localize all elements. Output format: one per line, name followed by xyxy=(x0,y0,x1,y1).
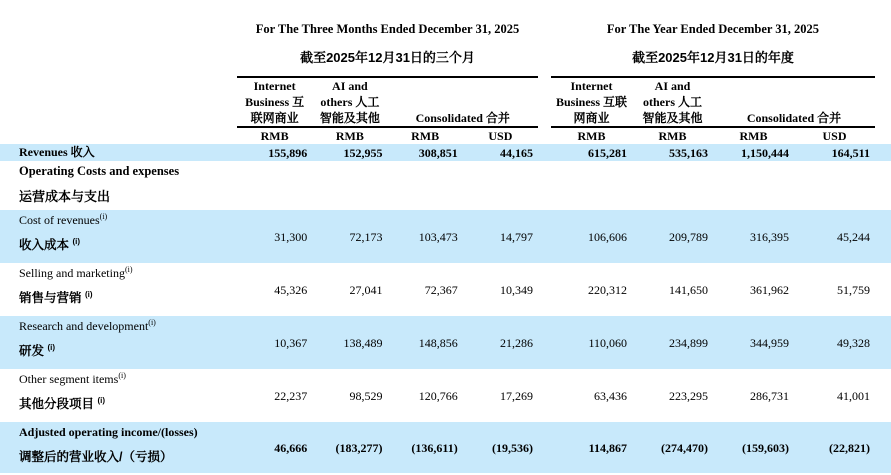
footnote-marker: (i) xyxy=(47,342,56,352)
footnote-marker: (i) xyxy=(97,395,106,405)
value-cell: 27,041 xyxy=(349,282,383,297)
value-cell: (159,603) xyxy=(742,440,789,455)
value-cell: 120,766 xyxy=(418,388,458,403)
col-header-line: others 人工 xyxy=(320,95,380,109)
value-cell: (274,470) xyxy=(661,440,708,455)
value-group-year xyxy=(551,369,875,422)
col-header-consolidated xyxy=(713,78,875,126)
value-cell: 14,797 xyxy=(500,229,533,244)
value-cell: 41,001 xyxy=(837,388,870,403)
value-cell: 138,489 xyxy=(343,335,383,350)
value-cell: 63,436 xyxy=(594,388,627,403)
value-cell: 103,473 xyxy=(418,229,458,244)
col-header-line: 智能及其他 xyxy=(319,111,380,125)
section-label-en: Operating Costs and expenses xyxy=(19,164,180,178)
value-group-year xyxy=(551,146,875,160)
currency-label: USD xyxy=(822,129,847,143)
table-row xyxy=(0,422,891,473)
row-label xyxy=(0,316,237,369)
value-cell: 223,295 xyxy=(669,388,708,403)
value-group-year xyxy=(551,316,875,369)
col-header-ai-and-others xyxy=(632,78,713,126)
row-label-en: Cost of revenues$^{(i)}$ xyxy=(19,212,108,227)
value-cell: 308,851 xyxy=(418,145,458,160)
value-group-three-months xyxy=(237,369,538,422)
currency-label: RMB xyxy=(658,129,687,143)
row-label-text: Revenues 收入 xyxy=(19,145,95,159)
col-header-line: Internet xyxy=(253,79,296,93)
footnote-marker: (i) xyxy=(85,289,93,299)
row-label-zh: 销售与营销 $^{(i)}$ xyxy=(19,289,93,305)
value-cell: (22,821) xyxy=(829,440,870,455)
group-gap xyxy=(538,210,551,263)
value-cell: 1,150,444 xyxy=(741,145,789,160)
col-header-line: Business 互联 xyxy=(555,95,628,109)
col-header-consolidated xyxy=(388,78,539,126)
value-cell: 72,173 xyxy=(349,229,383,244)
col-header-ai-and-others xyxy=(312,78,387,126)
currency-row xyxy=(0,128,891,144)
group-gap xyxy=(538,369,551,422)
col-header-line: Business 互 xyxy=(245,95,305,109)
value-cell: 21,286 xyxy=(500,335,533,350)
row-label-zh: 收入成本 $^{(i)}$ xyxy=(19,236,81,252)
value-cell: 152,955 xyxy=(343,145,383,160)
value-cell: 114,867 xyxy=(588,440,627,455)
spacer-label-column xyxy=(0,76,237,128)
value-group-three-months xyxy=(237,422,538,473)
group-gap xyxy=(538,161,551,210)
table-row xyxy=(0,316,891,369)
value-group-three-months xyxy=(237,146,538,160)
group-gap xyxy=(538,21,551,66)
value-cell: 51,759 xyxy=(837,282,870,297)
table-row xyxy=(0,210,891,263)
value-cell: 220,312 xyxy=(588,282,627,297)
row-label-en: Adjusted operating income/(losses) xyxy=(19,425,198,439)
value-cell: 141,650 xyxy=(669,282,708,297)
value-cell: 106,606 xyxy=(588,229,627,244)
col-header-line: Internet xyxy=(570,79,613,93)
table-row xyxy=(0,161,891,210)
value-cell: 110,060 xyxy=(588,335,627,350)
period-title-en: For The Three Months Ended December 31, 2025 xyxy=(255,22,520,36)
value-cell: 45,326 xyxy=(274,282,308,297)
value-cell: 31,300 xyxy=(274,229,308,244)
group-gap xyxy=(538,316,551,369)
col-header-line: Consolidated 合并 xyxy=(415,111,510,125)
row-label xyxy=(0,369,237,422)
period-group-three-months xyxy=(237,21,538,66)
value-group-year xyxy=(551,263,875,316)
currency-label: USD xyxy=(488,129,513,143)
value-cell: (19,536) xyxy=(492,440,533,455)
value-group-three-months xyxy=(237,210,538,263)
currency-label: RMB xyxy=(577,129,606,143)
value-cell: (183,277) xyxy=(335,440,383,455)
row-label xyxy=(0,161,237,210)
row-label-zh: 研发 $^{(i)}$ xyxy=(19,342,56,358)
value-group-year xyxy=(551,210,875,263)
row-label-en: Research and development$^{(i)}$ xyxy=(19,318,156,333)
column-headers-three-months xyxy=(237,76,538,128)
currency-labels-three-months xyxy=(237,128,538,144)
col-header-internet-business xyxy=(551,78,632,126)
value-group-three-months xyxy=(237,263,538,316)
value-cell: 164,511 xyxy=(831,145,870,160)
group-gap xyxy=(538,76,551,128)
value-cell: 72,367 xyxy=(424,282,458,297)
row-label-en: Selling and marketing$^{(i)}$ xyxy=(19,265,133,280)
value-cell: 209,789 xyxy=(669,229,708,244)
footnote-marker: (i) xyxy=(72,236,81,246)
col-header-line: 智能及其他 xyxy=(642,111,703,125)
value-cell: 46,666 xyxy=(274,440,308,455)
value-cell: 535,163 xyxy=(669,145,708,160)
col-header-line: Consolidated 合并 xyxy=(746,111,842,125)
value-group-three-months xyxy=(237,316,538,369)
value-cell: (136,611) xyxy=(411,440,458,455)
col-header-line: others 人工 xyxy=(643,95,702,109)
table-body xyxy=(0,144,891,473)
column-headers-year xyxy=(551,76,875,128)
value-cell: 22,237 xyxy=(274,388,308,403)
row-label xyxy=(0,263,237,316)
value-cell: 234,899 xyxy=(669,335,708,350)
group-gap xyxy=(538,422,551,473)
value-cell: 286,731 xyxy=(750,388,789,403)
row-label-zh: 调整后的营业收入/（亏损） xyxy=(19,450,173,464)
section-label-zh: 运营成本与支出 xyxy=(19,189,111,204)
period-title-zh: 截至2025年12月31日的三个月 xyxy=(300,50,475,65)
row-label xyxy=(0,422,237,473)
table-row xyxy=(0,144,891,161)
group-gap xyxy=(538,263,551,316)
currency-label: RMB xyxy=(739,129,768,143)
value-cell: 49,328 xyxy=(837,335,870,350)
period-title-zh: 截至2025年12月31日的年度 xyxy=(632,50,794,65)
column-headers xyxy=(0,76,891,128)
row-label xyxy=(0,210,237,263)
table-row xyxy=(0,263,891,316)
currency-labels-year xyxy=(551,128,875,144)
footnote-marker: (i) xyxy=(99,212,108,221)
col-header-internet-business xyxy=(237,78,312,126)
value-cell: 148,856 xyxy=(418,335,458,350)
currency-label: RMB xyxy=(260,129,289,143)
footnote-marker: (i) xyxy=(148,318,156,327)
row-label-en: Other segment items$^{(i)}$ xyxy=(19,371,126,386)
value-group-year xyxy=(551,161,875,210)
currency-label: RMB xyxy=(411,129,440,143)
col-header-line: 联网商业 xyxy=(250,111,299,125)
col-header-line: AI and xyxy=(654,79,691,93)
value-cell: 17,269 xyxy=(500,388,533,403)
col-header-line: AI and xyxy=(332,79,368,93)
value-cell: 10,349 xyxy=(500,282,533,297)
value-cell: 155,896 xyxy=(268,145,308,160)
footnote-marker: (i) xyxy=(118,371,126,380)
col-header-line: 网商业 xyxy=(573,111,610,125)
row-label-zh: 收入 xyxy=(70,145,95,159)
value-cell: 10,367 xyxy=(274,335,308,350)
spacer-label-column xyxy=(0,21,237,66)
period-group-year xyxy=(551,21,875,66)
value-cell: 316,395 xyxy=(750,229,789,244)
value-cell: 344,959 xyxy=(750,335,789,350)
value-cell: 361,962 xyxy=(750,282,789,297)
value-cell: 44,165 xyxy=(500,145,533,160)
period-titles xyxy=(0,0,891,66)
value-cell: 615,281 xyxy=(588,145,627,160)
table-row xyxy=(0,369,891,422)
value-group-three-months xyxy=(237,161,538,210)
row-label-zh: 其他分段项目 $^{(i)}$ xyxy=(19,395,106,411)
footnote-marker: (i) xyxy=(124,265,133,274)
value-cell: 45,244 xyxy=(837,229,870,244)
value-group-year xyxy=(551,422,875,473)
period-title-en: For The Year Ended December 31, 2025 xyxy=(606,22,820,36)
row-label xyxy=(0,144,237,161)
value-cell: 98,529 xyxy=(349,388,383,403)
currency-label: RMB xyxy=(335,129,364,143)
